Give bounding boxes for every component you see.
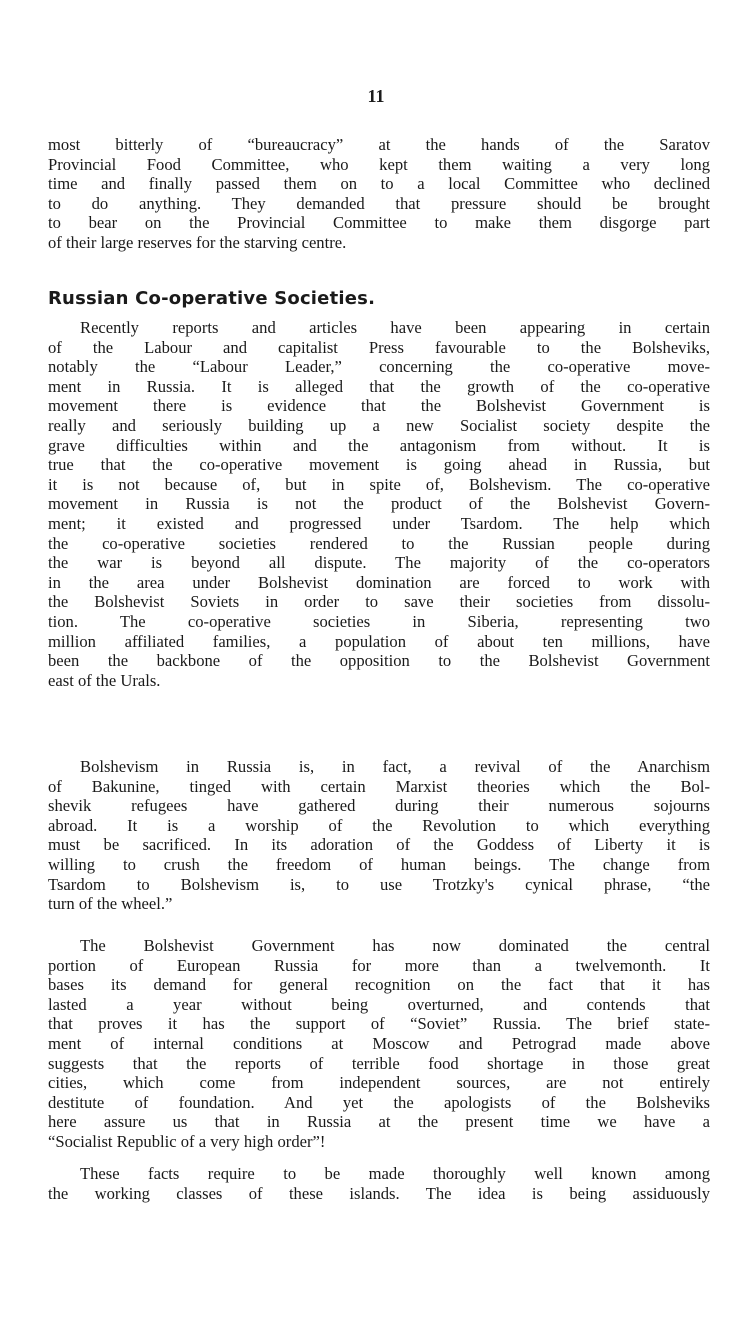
- text-line: movement in Russia is not the product of the Bolshevist Govern-: [48, 494, 710, 514]
- text-line: movement there is evidence that the Bolshevist Government is: [48, 396, 710, 416]
- paragraph-3: [48, 757, 710, 914]
- text-line: Provincial Food Committee, who kept them waiting a very long: [48, 154, 710, 174]
- text-line: to bear on the Provincial Committee to make them disgorge part: [48, 213, 710, 233]
- section-heading: Russian Co-operative Societies.: [48, 288, 376, 309]
- text-line: ment; it existed and progressed under Tsardom. The help which: [48, 513, 710, 533]
- text-line: east of the Urals.: [48, 670, 161, 690]
- text-line: willing to crush the freedom of human beings. The change from: [48, 854, 710, 874]
- text-line: ment of internal conditions at Moscow and Petrograd made above: [48, 1033, 710, 1053]
- text-line: time and finally passed them on to a local Committee who declined: [48, 174, 710, 194]
- text-line: destitute of foundation. And yet the apologists of the Bolsheviks: [48, 1092, 710, 1112]
- text-line: most bitterly of “bureaucracy” at the hands of the Saratov: [48, 135, 710, 154]
- text-line: of the Labour and capitalist Press favourable to the Bolsheviks,: [48, 337, 710, 357]
- text-line: the working classes of these islands. The idea is being assiduously: [48, 1183, 710, 1203]
- paragraph-1: [48, 135, 710, 253]
- text-line: Bolshevism in Russia is, in fact, a revival of the Anarchism: [80, 757, 710, 776]
- text-line: really and seriously building up a new Socialist society despite the: [48, 415, 710, 435]
- text-line: true that the co-operative movement is going ahead in Russia, but: [48, 455, 710, 475]
- text-line: the co-operative societies rendered to the Russian people during: [48, 533, 710, 553]
- paragraph-2: [48, 318, 710, 690]
- text-line: “Socialist Republic of a very high order”!: [48, 1131, 326, 1151]
- text-line: abroad. It is a worship of the Revolution to which everything: [48, 815, 710, 835]
- text-line: must be sacrificed. In its adoration of the Goddess of Liberty it is: [48, 835, 710, 855]
- text-line: here assure us that in Russia at the present time we have a: [48, 1112, 710, 1132]
- text-line: portion of European Russia for more than a twelvemonth. It: [48, 955, 710, 975]
- paragraph-4: [48, 936, 710, 1152]
- text-line: been the backbone of the opposition to the Bolshevist Government: [48, 651, 710, 671]
- text-line: The Bolshevist Government has now dominated the central: [80, 936, 710, 955]
- text-line: in the area under Bolshevist domination are forced to work with: [48, 572, 710, 592]
- text-line: Tsardom to Bolshevism is, to use Trotzky's cynical phrase, “the: [48, 874, 710, 894]
- text-line: the war is beyond all dispute. The majority of the co-operators: [48, 553, 710, 573]
- text-line: grave difficulties within and the antagonism from without. It is: [48, 435, 710, 455]
- text-line: shevik refugees have gathered during their numerous sojourns: [48, 796, 710, 816]
- text-line: to do anything. They demanded that pressure should be brought: [48, 193, 710, 213]
- text-line: it is not because of, but in spite of, Bolshevism. The co-operative: [48, 474, 710, 494]
- text-line: suggests that the reports of terrible food shortage in those great: [48, 1053, 710, 1073]
- text-line: of their large reserves for the starving centre.: [48, 232, 347, 252]
- text-line: bases its demand for general recognition on the fact that it has: [48, 975, 710, 995]
- text-line: lasted a year without being overturned, and contends that: [48, 994, 710, 1014]
- text-line: that proves it has the support of “Soviet” Russia. The brief state-: [48, 1014, 710, 1034]
- text-line: Recently reports and articles have been appearing in certain: [80, 318, 710, 337]
- paragraph-5: [48, 1164, 710, 1203]
- text-line: ment in Russia. It is alleged that the growth of the co-operative: [48, 376, 710, 396]
- text-line: tion. The co-operative societies in Siberia, representing two: [48, 611, 710, 631]
- text-line: the Bolshevist Soviets in order to save their societies from dissolu-: [48, 592, 710, 612]
- text-line: notably the “Labour Leader,” concerning the co-operative move-: [48, 357, 710, 377]
- text-line: million affiliated families, a population of about ten millions, have: [48, 631, 710, 651]
- page-number: 11: [367, 86, 385, 106]
- text-line: turn of the wheel.”: [48, 894, 173, 914]
- text-line: These facts require to be made thoroughly well known among: [80, 1164, 710, 1183]
- text-line: cities, which come from independent sources, are not entirely: [48, 1073, 710, 1093]
- text-line: of Bakunine, tinged with certain Marxist theories which the Bol-: [48, 776, 710, 796]
